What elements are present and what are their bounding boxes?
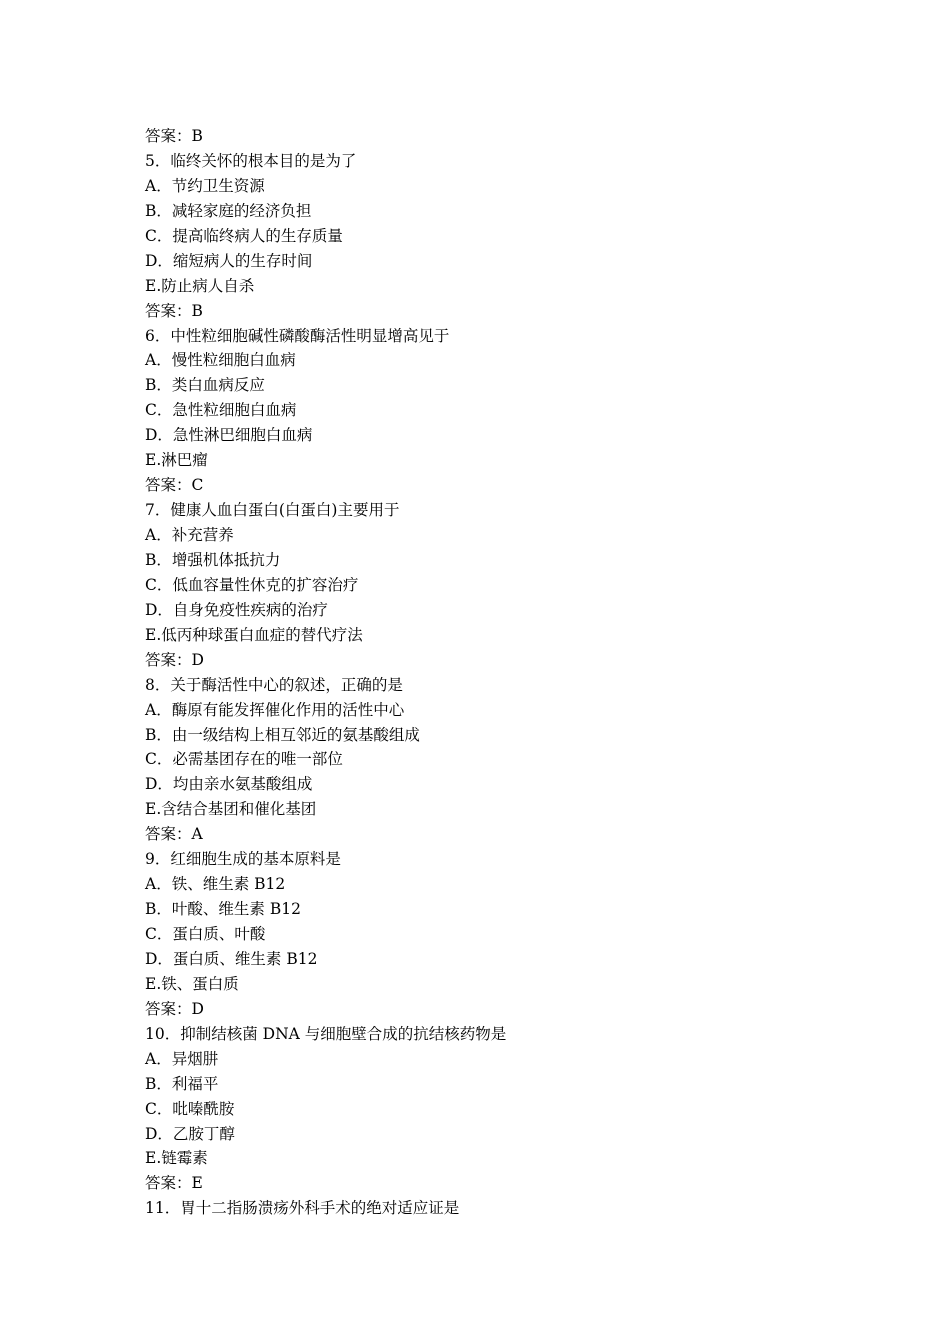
document-text bbox=[145, 124, 845, 1221]
option-line: B．减轻家庭的经济负担 bbox=[145, 201, 312, 220]
answer-line: 答案：D bbox=[145, 650, 204, 669]
question-6: 6．中性粒细胞碱性磷酸酶活性明显增高见于 bbox=[145, 326, 450, 345]
option-line: E.链霉素 bbox=[145, 1149, 208, 1168]
question-8: 8．关于酶活性中心的叙述，正确的是 bbox=[145, 675, 403, 694]
option-line: E.含结合基团和催化基团 bbox=[145, 800, 317, 819]
option-line: C．吡嗪酰胺 bbox=[145, 1099, 235, 1118]
option-line: D．急性淋巴细胞白血病 bbox=[145, 426, 313, 445]
answer-line: 答案：D bbox=[145, 999, 204, 1018]
option-line: A．铁、维生素 B12 bbox=[145, 875, 286, 894]
option-line: B．由一级结构上相互邻近的氨基酸组成 bbox=[145, 725, 420, 744]
option-line: E.铁、蛋白质 bbox=[145, 974, 239, 993]
option-line: D．蛋白质、维生素 B12 bbox=[145, 949, 318, 968]
option-line: D．缩短病人的生存时间 bbox=[145, 251, 313, 270]
option-line: C．蛋白质、叶酸 bbox=[145, 925, 266, 943]
option-line: A．慢性粒细胞白血病 bbox=[145, 351, 296, 370]
answer-line: 答案：C bbox=[145, 476, 204, 495]
option-line: E.防止病人自杀 bbox=[145, 276, 255, 295]
option-line: B．增强机体抵抗力 bbox=[145, 550, 281, 569]
option-line: E.淋巴瘤 bbox=[145, 451, 208, 470]
answer-line: 答案：E bbox=[145, 1174, 203, 1193]
option-line: C．必需基团存在的唯一部位 bbox=[145, 750, 343, 769]
option-line: C．提高临终病人的生存质量 bbox=[145, 226, 343, 245]
option-line: A．节约卫生资源 bbox=[145, 176, 265, 195]
question-7: 7．健康人血白蛋白(白蛋白)主要用于 bbox=[145, 501, 400, 520]
question-9: 9．红细胞生成的基本原料是 bbox=[145, 850, 341, 869]
option-line: C．急性粒细胞白血病 bbox=[145, 401, 297, 420]
option-line: D．均由亲水氨基酸组成 bbox=[145, 775, 313, 794]
option-line: A．酶原有能发挥催化作用的活性中心 bbox=[145, 700, 405, 719]
option-line: B．利福平 bbox=[145, 1074, 219, 1093]
option-line: C．低血容量性休克的扩容治疗 bbox=[145, 575, 359, 594]
option-line: D．乙胺丁醇 bbox=[145, 1124, 235, 1143]
option-line: B．类白血病反应 bbox=[145, 376, 265, 395]
answer-line: 答案：A bbox=[145, 825, 203, 844]
answer-line: 答案：B bbox=[145, 127, 203, 145]
question-11: 11．胃十二指肠溃疡外科手术的绝对适应证是 bbox=[145, 1199, 460, 1218]
option-line: A．补充营养 bbox=[145, 526, 234, 544]
option-line: B．叶酸、维生素 B12 bbox=[145, 900, 301, 919]
option-line: A．异烟肼 bbox=[145, 1049, 219, 1068]
option-line: D．自身免疫性疾病的治疗 bbox=[145, 600, 328, 619]
option-line: E.低丙种球蛋白血症的替代疗法 bbox=[145, 625, 363, 644]
question-5: 5．临终关怀的根本目的是为了 bbox=[145, 151, 357, 170]
question-10: 10．抑制结核菌 DNA 与细胞壁合成的抗结核药物是 bbox=[145, 1024, 507, 1043]
answer-line: 答案：B bbox=[145, 301, 203, 320]
